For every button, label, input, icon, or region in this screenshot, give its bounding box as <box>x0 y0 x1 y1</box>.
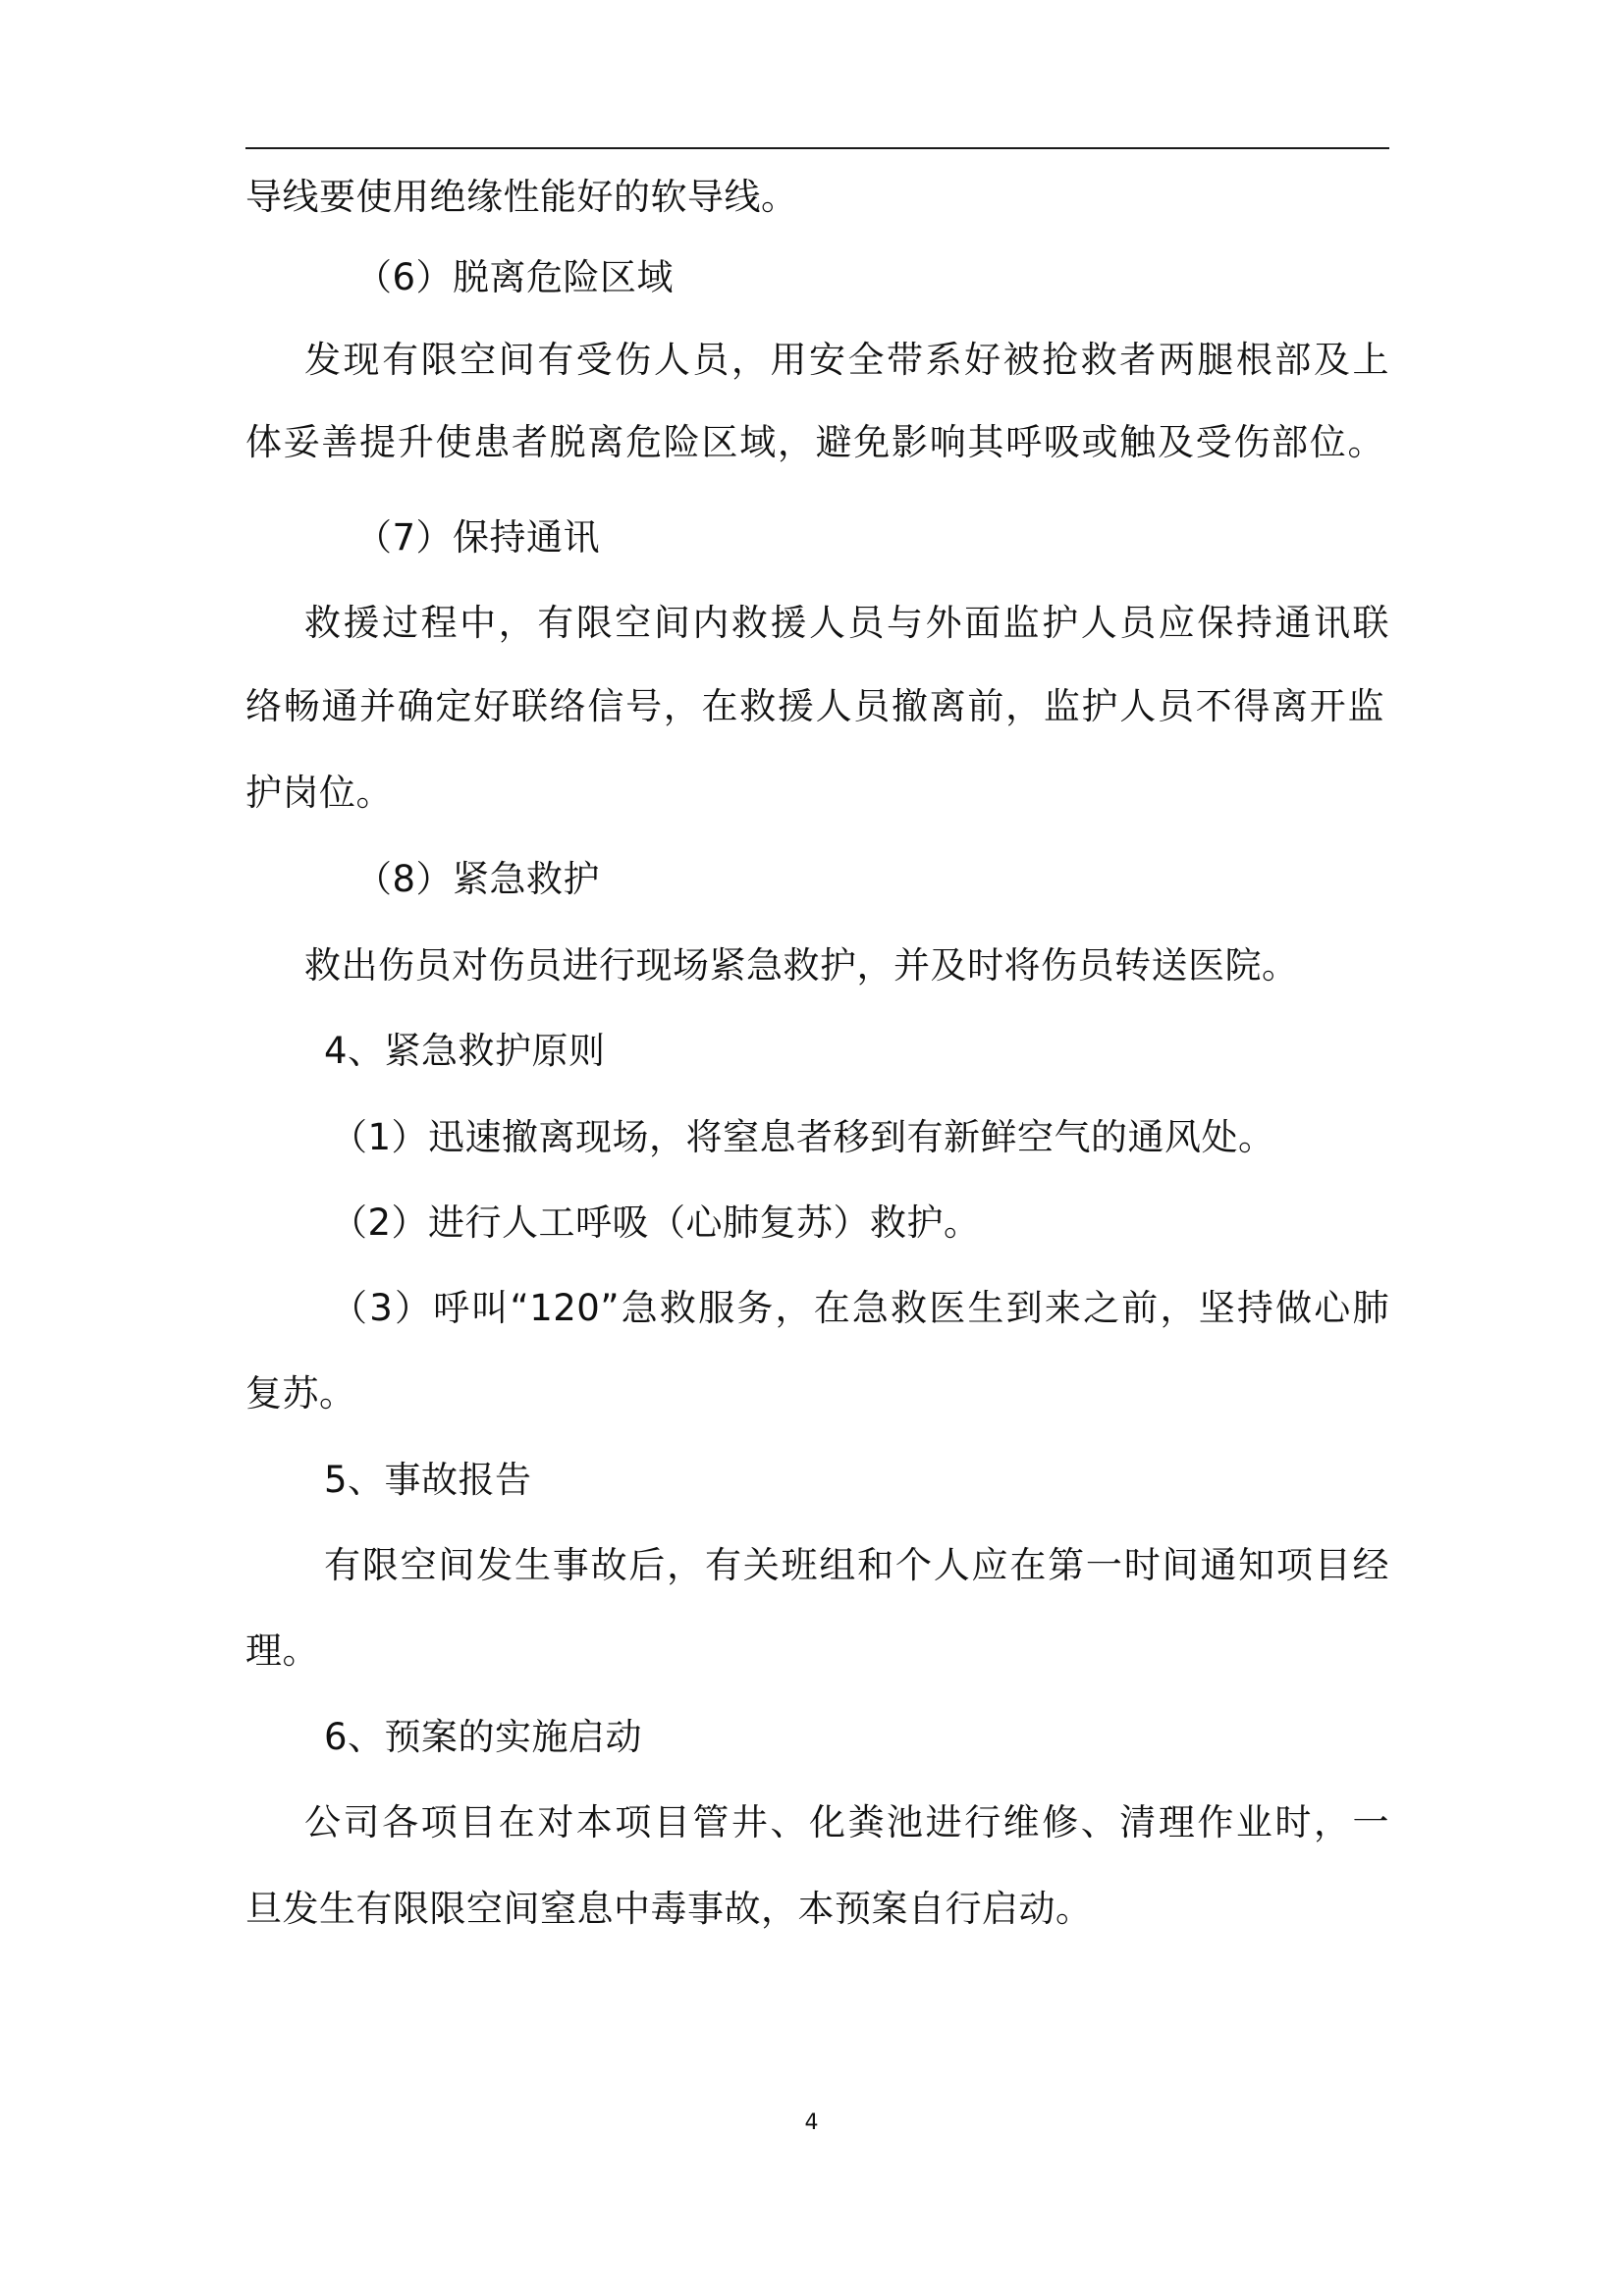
paragraph-line-7: 络畅通并确定好联络信号，在救援人员撤离前，监护人员不得离开监 <box>245 685 1384 727</box>
paragraph-line-4: 体妥善提升使患者脱离危险区域，避免影响其呼吸或触及受伤部位。 <box>245 421 1384 463</box>
list-item-1: （1）迅速撤离现场，将窒息者移到有新鲜空气的通风处。 <box>331 1116 1275 1158</box>
section-heading-6-plan: 6、预案的实施启动 <box>324 1716 643 1758</box>
paragraph-line-8: 护岗位。 <box>245 772 393 814</box>
header-rule <box>245 147 1389 149</box>
paragraph-line-21: 旦发生有限限空间窒息中毒事故，本预案自行启动。 <box>245 1888 1093 1930</box>
paragraph-line-6: 救援过程中，有限空间内救援人员与外面监护人员应保持通讯联 <box>304 602 1389 644</box>
paragraph-line-18: 理。 <box>245 1629 319 1672</box>
paragraph-line-1: 导线要使用绝缘性能好的软导线。 <box>245 176 798 218</box>
section-heading-6: （6）脱离危险区域 <box>355 256 675 298</box>
paragraph-line-20: 公司各项目在对本项目管井、化粪池进行维修、清理作业时，一 <box>304 1801 1389 1843</box>
list-item-2: （2）进行人工呼吸（心肺复苏）救护。 <box>331 1201 981 1244</box>
section-heading-5: 5、事故报告 <box>324 1459 532 1501</box>
paragraph-line-3: 发现有限空间有受伤人员，用安全带系好被抢救者两腿根部及上 <box>304 339 1389 381</box>
page-number: 4 <box>804 2110 819 2135</box>
paragraph-line-17: 有限空间发生事故后，有关班组和个人应在第一时间通知项目经 <box>324 1544 1389 1586</box>
section-heading-7: （7）保持通讯 <box>355 516 601 559</box>
paragraph-line-10: 救出伤员对伤员进行现场紧急救护，并及时将伤员转送医院。 <box>304 944 1299 987</box>
list-item-3: （3）呼叫“120”急救服务，在急救医生到来之前，坚持做心肺 <box>331 1287 1389 1329</box>
section-heading-8: （8）紧急救护 <box>355 858 601 900</box>
section-heading-4: 4、紧急救护原则 <box>324 1030 606 1072</box>
list-item-3-continued: 复苏。 <box>245 1372 356 1415</box>
